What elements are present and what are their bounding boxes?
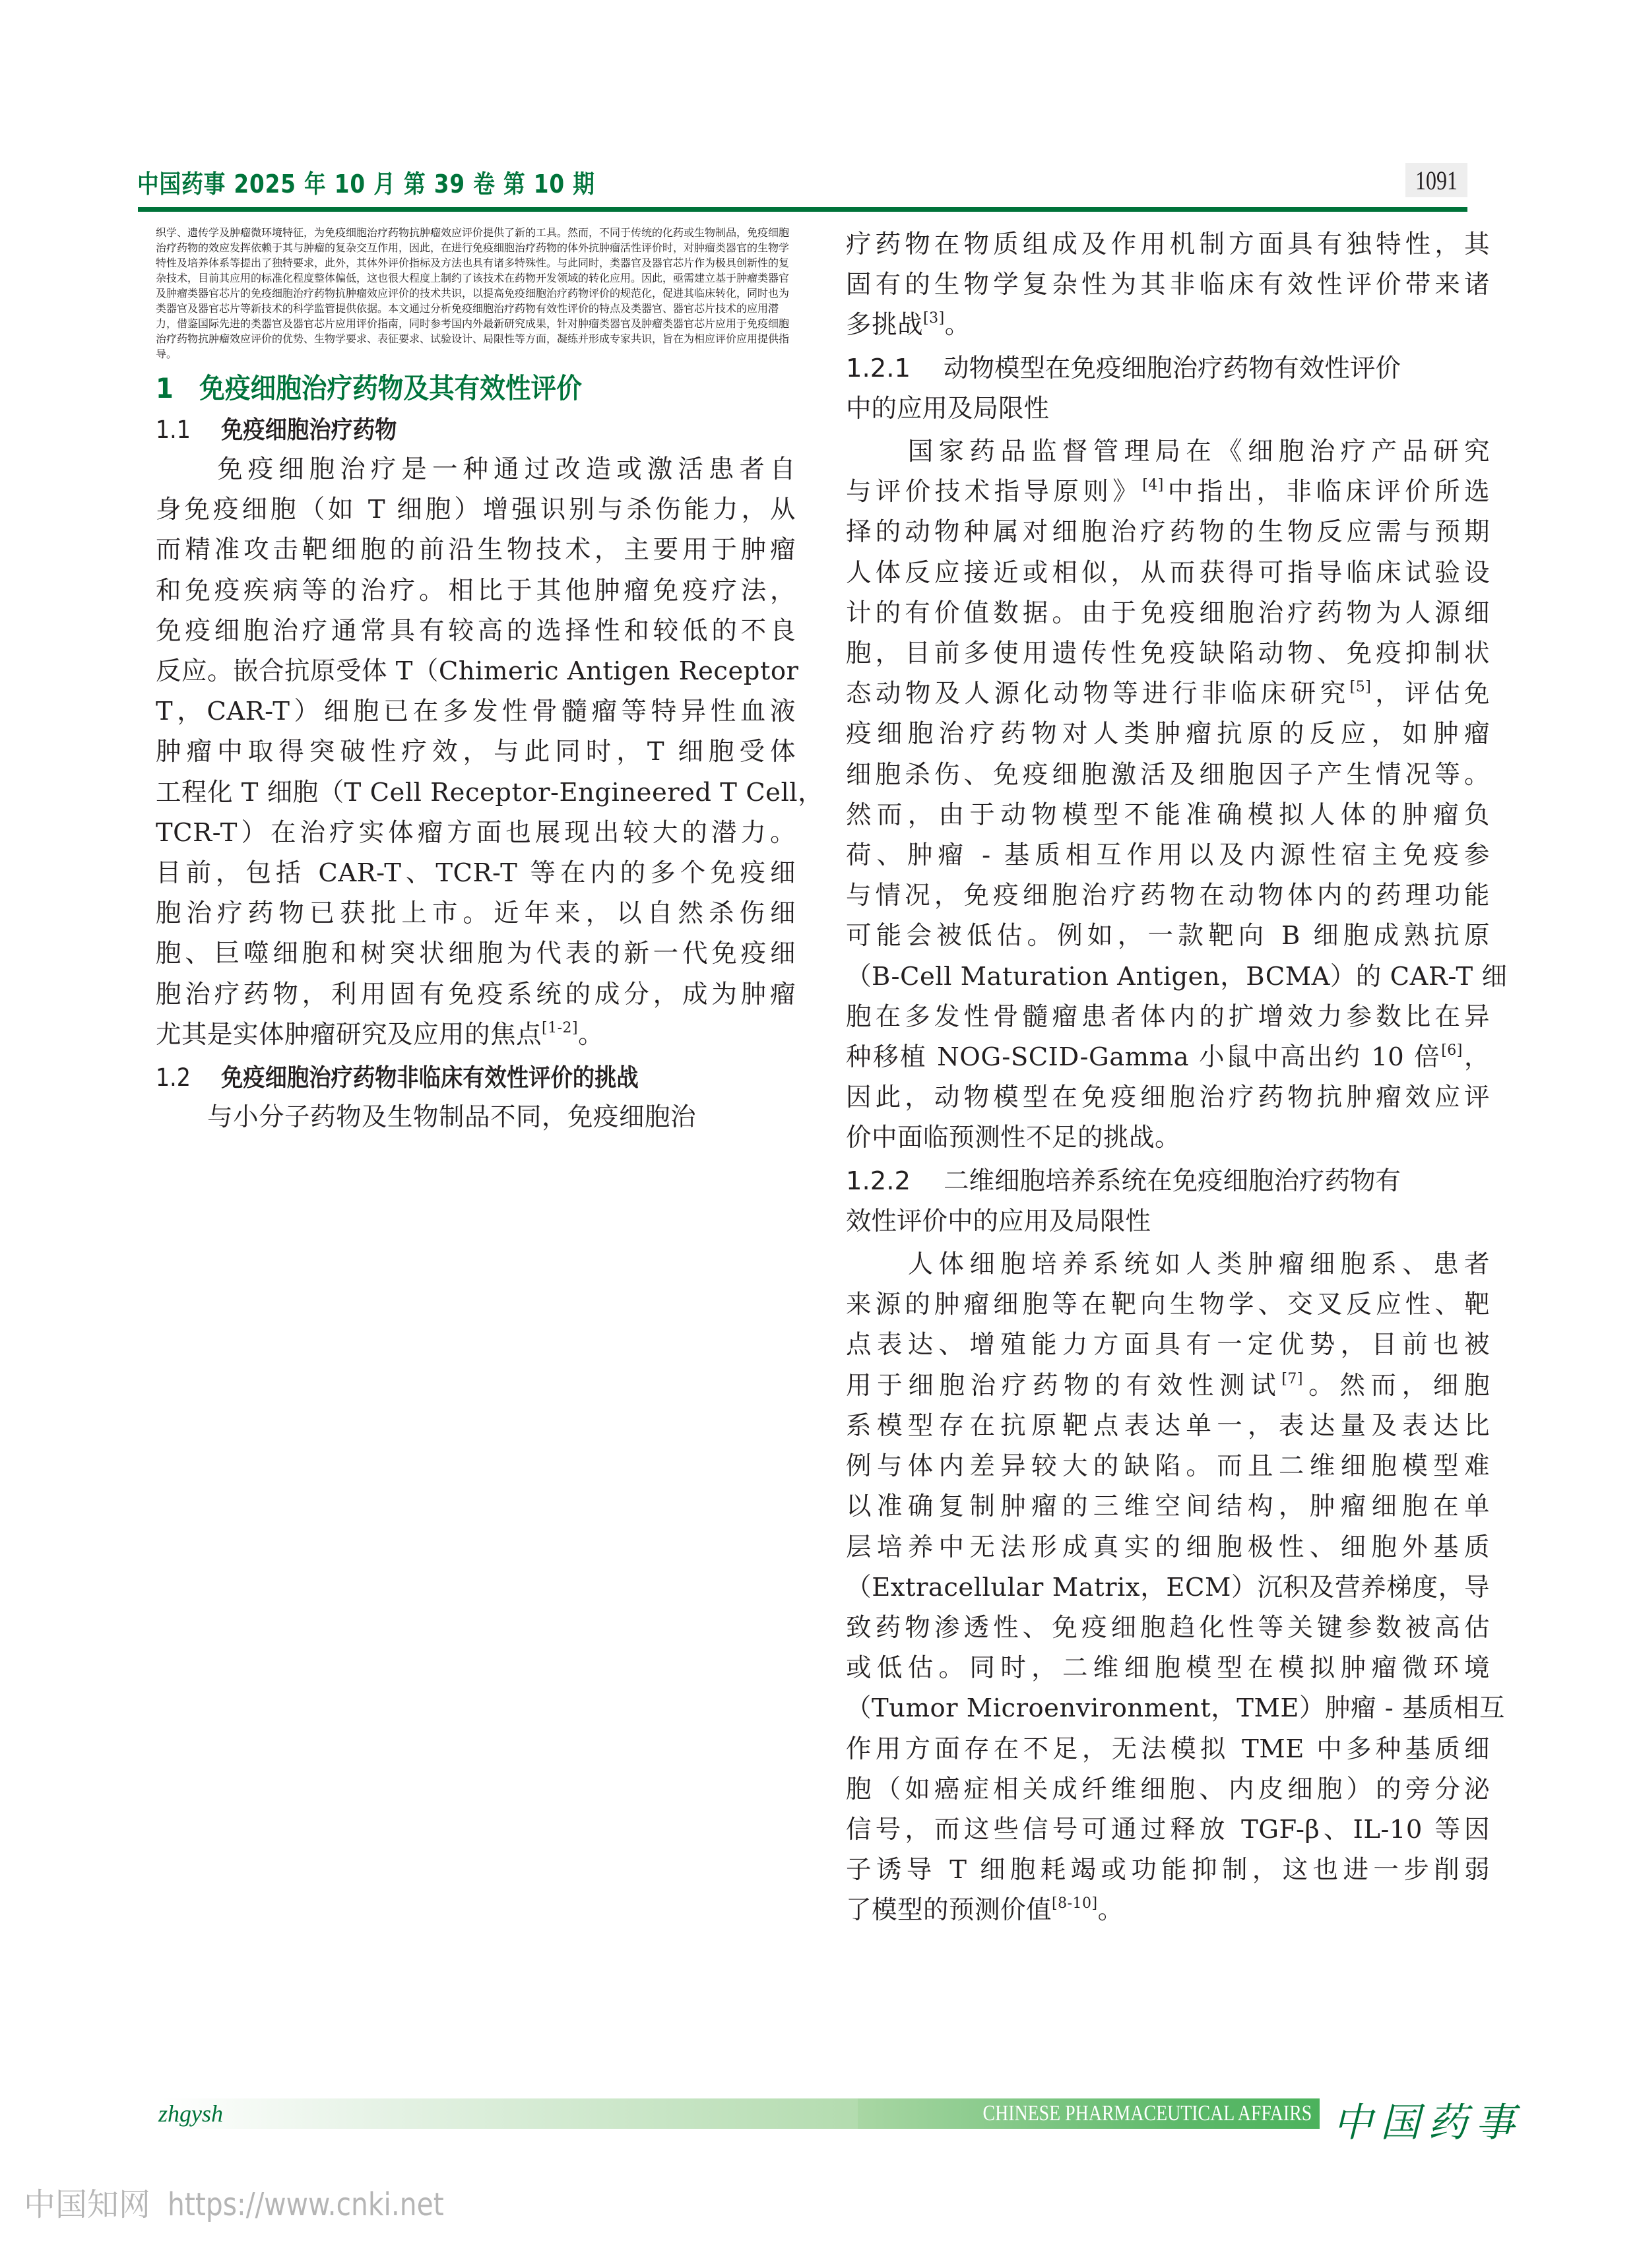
left-column (156, 224, 824, 1137)
text-line: 人体细胞培养系统如人类肿瘤细胞系、患者 (846, 1249, 1490, 1280)
text-line: 出了独特要求，此外，其体外评价指标及方法也具 (251, 257, 484, 269)
text-line: 疗药物在物质组成及作用机制方面具有独特性，其 (846, 230, 1490, 259)
text-line: 器官及器官芯片应用评价指南，同时参考国内外最 (261, 317, 494, 330)
line-tail: 中指出，非临床评价所选 (1163, 477, 1490, 507)
footer-band-right (858, 2098, 1320, 2129)
line-text: 多挑战 (846, 310, 924, 340)
text-line (846, 472, 1490, 512)
text-line: 的效应发挥依赖于其与肿瘤的复杂交互作用，因 (198, 241, 420, 254)
section-1-2-paragraph-start (156, 1097, 796, 1137)
heading-line (846, 1161, 1490, 1201)
line-text: 了模型的预测价值 (846, 1895, 1052, 1926)
text-line: 免疫细胞治疗是一种通过改造或激活患者自 (156, 455, 796, 484)
text-line (846, 1037, 1490, 1077)
cnki-watermark (24, 2179, 493, 2224)
continued-paragraph (846, 224, 1490, 346)
right-column (846, 224, 1508, 1931)
text-line: （Extracellular Matrix，ECM）沉积及营养梯度，导 (846, 1572, 1490, 1602)
citation-ref[interactable]: [8-10] (1052, 1895, 1098, 1912)
section-1-2-heading (156, 1059, 732, 1097)
text-line: 新研究成果，针对肿瘤类器官及肿瘤类器官芯片应 (494, 317, 726, 330)
watermark-url[interactable]: https://www.cnki.net (168, 2186, 444, 2223)
text-line: 计的有价值数据。由于免疫细胞治疗药物为人源细 (846, 598, 1490, 628)
citation-ref[interactable]: [1-2] (542, 1019, 579, 1036)
line-tail: 。 (578, 1019, 604, 1050)
text-line: 固有的生物学复杂性为其非临床有效性评价带来诸 (846, 270, 1490, 300)
text-line: 胞治疗药物，利用固有免疫系统的成分，成为肿瘤 (156, 979, 796, 1009)
text-line: 以准确复制肿瘤的三维空间结构，肿瘤细胞在单 (846, 1492, 1490, 1522)
text-line: 疫细胞治疗药物对人类肿瘤抗原的反应，如肿瘤 (846, 719, 1490, 749)
text-line: 应评价的技术共识，以提高免疫细胞治疗药物评价 (377, 287, 610, 299)
text-line: 用于免疫细胞治疗药物抗肿瘤效应评价的优势、生 (156, 317, 790, 345)
section-1-2-1-heading (846, 348, 1490, 429)
text-line: 凝练并形成专家共识，旨在为相应评价应用提供 (557, 332, 779, 345)
text-line: 与情况，免疫细胞治疗药物在动物体内的药理功能 (846, 881, 1490, 911)
text-line: 指导。 (156, 332, 790, 360)
citation-ref[interactable]: [4] (1142, 477, 1164, 494)
text-line: 价中面临预测性不足的挑战。 (846, 1123, 1181, 1153)
section-title: 免疫细胞治疗药物 (221, 416, 397, 444)
section-title: 二维细胞培养系统在免疫细胞治疗药物有 (944, 1166, 1401, 1196)
citation-ref[interactable]: [5] (1349, 679, 1372, 696)
text-line: 此，在进行免疫细胞治疗药物的体外抗肿瘤活性评 (420, 241, 653, 254)
text-line: 致药物渗透性、免疫细胞趋化性等关键参数被高估 (846, 1612, 1490, 1643)
line-text: 用于细胞治疗药物的有效性测试 (846, 1370, 1282, 1401)
text-line: 子诱导 T 细胞耗竭或功能抑制，这也进一步削弱 (846, 1855, 1490, 1885)
section-title: 动物模型在免疫细胞治疗药物有效性评价 (944, 353, 1401, 383)
text-line: 物学要求、表征要求、试验设计、局限性等方面， (325, 332, 558, 345)
text-line: 目前，包括 CAR-T、TCR-T 等在内的多个免疫细 (156, 858, 796, 889)
text-line: 分析免疫细胞治疗药物有效性评价的特点及类器 (430, 302, 653, 315)
text-line: 身免疫细胞（如 T 细胞）增强识别与杀伤能力，从 (156, 495, 796, 525)
text-line: 官及肿瘤类器官芯片的免疫细胞治疗药物抗肿瘤效 (156, 272, 790, 299)
section-number: 1.2.2 (846, 1166, 911, 1196)
text-line: 整体偏低，这也很大程度上制约了该技术在药物开 (314, 272, 547, 284)
text-line: 的规范化，促进其临床转化，同时也为类器官及器 (156, 287, 790, 315)
text-line: 工程化 T 细胞（T Cell Receptor-Engineered T Cell， (156, 777, 824, 807)
section-1-heading (156, 366, 744, 411)
citation-ref[interactable]: [6] (1441, 1042, 1463, 1059)
text-line: 而精准攻击靶细胞的前沿生物技术，主要用于肿瘤 (156, 535, 796, 565)
footer-journal-english: CHINESE PHARMACEUTICAL AFFAIRS (982, 2101, 1312, 2126)
text-line: 胞治疗药物已获批上市。近年来，以自然杀伤细 (156, 898, 796, 929)
section-number: 1.2 (156, 1063, 191, 1092)
line-tail: ， (1462, 1042, 1490, 1073)
section-title: 免疫细胞治疗药物及其有效性评价 (199, 372, 582, 404)
text-line: 官、器官芯片技术的应用潜力，借鉴国际先进的类 (156, 302, 779, 330)
text-line: 荷、肿瘤 - 基质相互作用以及内源性宿主免疫参 (846, 840, 1490, 871)
text-line: 层培养中无法形成真实的细胞极性、细胞外基质 (846, 1532, 1490, 1562)
line-tail: 。 (1097, 1895, 1124, 1926)
text-line: TCR-T）在治疗实体瘤方面也展现出较大的潜力。 (156, 817, 796, 848)
header-rule (138, 207, 1467, 212)
heading-line: 效性评价中的应用及局限性 (846, 1206, 1151, 1236)
text-line: 因此，动物模型在免疫细胞治疗药物抗肿瘤效应评 (846, 1083, 1490, 1113)
text-line: 择的动物种属对细胞治疗药物的生物反应需与预期 (846, 517, 1490, 548)
text-line (846, 305, 1490, 345)
journal-logo: 中国药事 (1333, 2100, 1523, 2146)
text-line: 极具创新性的复杂技术，目前其应用的标准化程度 (156, 257, 790, 284)
line-tail: ，评估免 (1371, 679, 1490, 709)
text-line: 可能会被低估。例如，一款靶向 B 细胞成熟抗原 (846, 921, 1490, 951)
journal-header: 中国药事 2025 年 10 月 第 39 卷 第 10 期 (137, 170, 595, 199)
text-line: 例与体内差异较大的缺陷。而且二维细胞模型难 (846, 1451, 1490, 1482)
text-line (846, 674, 1490, 714)
text-line: 织学、遗传学及肿瘤微环境特征，为免疫细胞治疗 (156, 226, 389, 239)
line-tail: 。然而，细胞 (1302, 1370, 1490, 1401)
text-line: 系模型存在抗原靶点表达单一，表达量及表达比 (846, 1410, 1490, 1441)
text-line: 胞（如癌症相关成纤维细胞、内皮细胞）的旁分泌 (846, 1774, 1490, 1804)
text-line: 来源的肿瘤细胞等在靶向生物学、交叉反应性、靶 (846, 1290, 1490, 1320)
section-number: 1.2.1 (846, 353, 911, 383)
text-line: 免疫细胞治疗通常具有较高的选择性和较低的不良 (156, 615, 796, 646)
text-line: 信号，而这些信号可通过释放 TGF-β、IL-10 等因 (846, 1814, 1490, 1844)
text-line: 反应。嵌合抗原受体 T（Chimeric Antigen Receptor (156, 656, 799, 687)
section-1-2-2-paragraph (846, 1244, 1505, 1930)
text-line: 胞、巨噬细胞和树突状细胞为代表的新一代免疫细 (156, 939, 796, 969)
section-1-1-paragraph (156, 449, 824, 1055)
line-text: 态动物及人源化动物等进行非临床研究 (846, 679, 1350, 709)
section-number: 1 (156, 372, 174, 404)
page-number-box (1405, 163, 1467, 197)
section-1-2-2-heading (846, 1161, 1490, 1242)
text-line: 或低估。同时，二维细胞模型在模拟肿瘤微环境 (846, 1653, 1490, 1684)
heading-line (846, 348, 1490, 389)
text-line: 价时，对肿瘤类器官的生物学特性及培养体系等提 (156, 241, 790, 269)
text-line: 与小分子药物及生物制品不同，免疫细胞治 (156, 1102, 697, 1133)
text-line: T，CAR-T）细胞已在多发性骨髓瘤等特异性血液 (156, 697, 796, 727)
watermark-site-name: 中国知网 (24, 2186, 151, 2223)
section-1-1-heading (156, 411, 732, 449)
line-text: 种移植 NOG-SCID-Gamma 小鼠中高出约 10 倍 (846, 1042, 1442, 1073)
text-line: 细胞杀伤、免疫细胞激活及细胞因子产生情况等。 (846, 759, 1490, 790)
text-line: 同于传统的化药或生物制品，免疫细胞治疗药物 (156, 226, 790, 254)
footer-band-left (92, 2098, 950, 2129)
text-line: 胞在多发性骨髓瘤患者体内的扩增效力参数比在异 (846, 1001, 1490, 1032)
text-line: 和免疫疾病等的治疗。相比于其他肿瘤免疫疗法， (156, 575, 796, 606)
text-line: （B-Cell Maturation Antigen，BCMA）的 CAR-T 细 (846, 961, 1508, 992)
text-line (846, 1366, 1490, 1406)
text-line: 国家药品监督管理局在《细胞治疗产品研究 (846, 437, 1490, 467)
text-line: 有诸多特殊性。与此同时，类器官及器官芯片作为 (483, 257, 716, 269)
line-text: 尤其是实体肿瘤研究及应用的焦点 (156, 1019, 542, 1050)
footer-left-tag: zhgysh (158, 2100, 223, 2127)
text-line: （Tumor Microenvironment，TME）肿瘤 - 基质相互 (846, 1693, 1505, 1724)
text-line (846, 1890, 1490, 1930)
line-text: 与评价技术指导原则》 (846, 477, 1143, 507)
heading-line: 中的应用及局限性 (846, 393, 1050, 424)
section-1-2-1-paragraph (846, 431, 1508, 1158)
line-tail: 。 (944, 310, 971, 340)
section-title: 免疫细胞治疗药物非临床有效性评价的挑战 (221, 1063, 639, 1092)
text-line: 肿瘤中取得突破性疗效，与此同时，T 细胞受体 (156, 737, 796, 767)
page-number: 1091 (1415, 165, 1458, 195)
text-line: 然而，由于动物模型不能准确模拟人体的肿瘤负 (846, 800, 1490, 830)
citation-ref[interactable]: [3] (923, 310, 945, 327)
text-line: 官芯片等新技术的科学监管提供依据。本文通过 (209, 302, 431, 315)
text-line: 药物抗肿瘤效应评价提供了新的工具。然而，不 (388, 226, 610, 239)
text-line: 作用方面存在不足，无法模拟 TME 中多种基质细 (846, 1734, 1490, 1764)
text-line: 人体反应接近或相似，从而获得可指导临床试验设 (846, 557, 1490, 588)
text-line (156, 1015, 796, 1055)
text-line: 发领域的转化应用。因此，亟需建立基于肿瘤类器 (546, 272, 779, 284)
citation-ref[interactable]: [7] (1281, 1370, 1303, 1387)
section-number: 1.1 (156, 416, 191, 444)
text-line: 胞，目前多使用遗传性免疫缺陷动物、免疫抑制状 (846, 639, 1490, 669)
text-line: 点表达、增殖能力方面具有一定优势，目前也被 (846, 1330, 1490, 1360)
